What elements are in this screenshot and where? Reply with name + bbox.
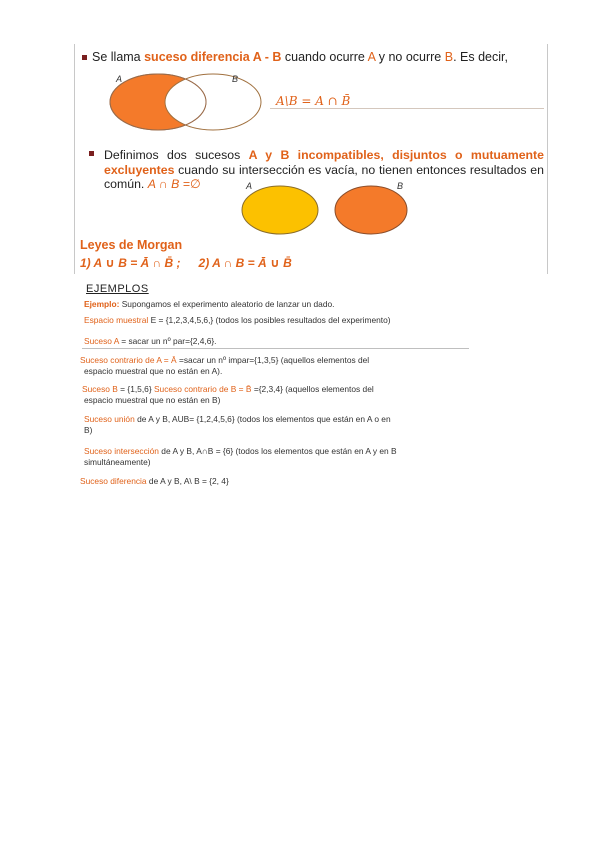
morgan-law-1: 1) A ∪ B = Ā ∩ B̄ ; — [80, 256, 181, 270]
example-interseccion-text2: simultáneamente) — [84, 457, 151, 467]
para2-term: incompatibles, disjuntos o mutuamente excluyentes — [104, 148, 544, 177]
para1-term: suceso diferencia A - B — [144, 50, 282, 64]
venn2-label-b: B — [397, 181, 404, 191]
example-contrario-a — [80, 355, 466, 377]
paragraph-difference — [92, 50, 508, 64]
example-interseccion-text: de A y B, A∩B = {6} (todos los elementos que están en A y en B — [158, 446, 397, 456]
example-contrario-b-symbol: B̄ — [243, 384, 252, 394]
venn1-label-a: A — [116, 74, 123, 84]
example-suceso-a — [84, 336, 217, 346]
example-union-text: de A y B, AUB= {1,2,4,5,6} (todos los elementos que están en A o en — [134, 414, 391, 424]
venn2-set-a — [242, 186, 318, 234]
example-suceso-a-text: = sacar un nº par={2,4,6}. — [118, 336, 217, 346]
para2-suffix: cuando su intersección es vacía, no tienen entonces resultados en común. — [104, 162, 544, 191]
para1-middle2: y no ocurre — [375, 50, 445, 64]
formula-difference: A\B = A ∩ B̄ — [276, 94, 351, 108]
example-espacio-label: Espacio muestral — [84, 315, 149, 325]
example-contrario-a-label: Suceso contrario de A = — [80, 355, 169, 365]
para1-b: B — [444, 50, 454, 64]
morgan-law-2: 2) A ∩ B = Ā ∪ B̄ — [198, 256, 292, 270]
para2-ab: A y B — [248, 148, 290, 162]
example-interseccion-label: Suceso intersección — [84, 446, 159, 456]
separator-line — [82, 348, 469, 349]
example-diferencia — [80, 476, 229, 486]
example-suceso-b-text: = {1,5,6} — [117, 384, 154, 394]
example-diferencia-text: de A y B, A\ B = {2, 4} — [146, 476, 229, 486]
morgan-title: Leyes de Morgan — [80, 238, 183, 252]
example-union-text2: B) — [84, 425, 93, 435]
venn2-label-a: A — [246, 181, 253, 191]
venn2-set-b — [335, 186, 407, 234]
para1-a: A — [367, 50, 376, 64]
example-suceso-b-label: Suceso B — [82, 384, 118, 394]
para2-prefix: Definimos dos sucesos — [104, 148, 249, 162]
venn-difference — [100, 70, 280, 134]
para1-middle: cuando ocurre — [281, 50, 368, 64]
morgan-laws — [80, 256, 292, 270]
para2-space — [289, 148, 297, 162]
example-contrario-a-symbol: Ā — [168, 355, 177, 365]
example-intro-text: Supongamos el experimento aleatorio de lanzar un dado. — [119, 299, 335, 309]
example-diferencia-label: Suceso diferencia — [80, 476, 147, 486]
example-contrario-b-text2: espacio muestral que no están en B) — [84, 395, 221, 405]
example-union-label: Suceso unión — [84, 414, 135, 424]
para1-prefix: Se llama — [92, 50, 145, 64]
example-espacio — [84, 315, 391, 325]
ejemplos-heading: EJEMPLOS — [86, 283, 149, 295]
example-intro-label: Ejemplo: — [84, 299, 120, 309]
example-interseccion — [84, 446, 470, 468]
example-contrario-b-text: ={2,3,4} (aquellos elementos del — [251, 384, 374, 394]
example-suceso-b — [82, 384, 468, 406]
bullet-1 — [82, 55, 87, 60]
bullet-2 — [89, 151, 94, 156]
example-contrario-a-text: =sacar un nº impar={1,3,5} (aquellos elementos del — [176, 355, 370, 365]
example-intro — [84, 299, 334, 309]
example-suceso-a-label: Suceso A — [84, 336, 119, 346]
para1-suffix: . Es decir, — [453, 50, 508, 64]
example-contrario-a-text2: espacio muestral que no están en A). — [84, 366, 223, 376]
para2-formula: A ∩ B =∅ — [147, 177, 201, 191]
example-espacio-text: E = {1,2,3,4,5,6,} (todos los posibles resultados del experimento) — [148, 315, 391, 325]
example-contrario-b-label: Suceso contrario de B = — [153, 384, 244, 394]
venn1-label-b: B — [232, 74, 239, 84]
formula-underline — [270, 108, 544, 109]
venn-disjoint — [240, 184, 410, 236]
example-union — [84, 414, 470, 436]
